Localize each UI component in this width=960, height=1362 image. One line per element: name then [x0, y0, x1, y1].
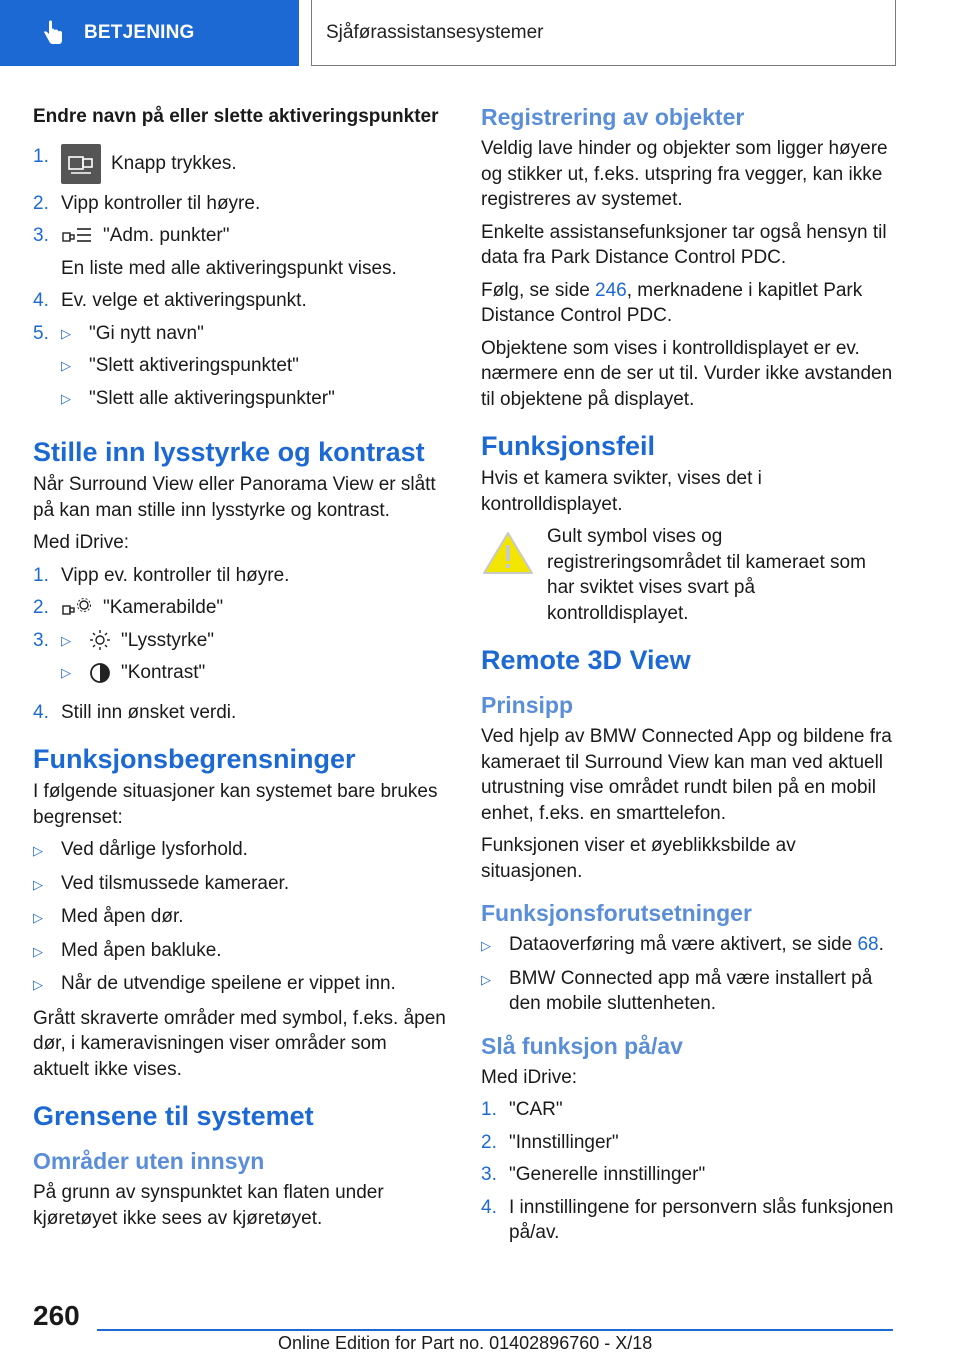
page-number: 260 [33, 1300, 80, 1331]
list-item: 3. ▷ "Lysstyrke" ▷ "Kontrast" [33, 628, 447, 693]
triangle-bullet-icon: ▷ [33, 910, 43, 925]
requirements-title: Funksjonsforutsetninger [481, 900, 752, 926]
toggle-title: Slå funksjon på/av [481, 1032, 683, 1059]
footer-divider [97, 1329, 893, 1331]
triangle-bullet-icon: ▷ [33, 977, 43, 992]
chapter-tab[interactable] [0, 0, 299, 66]
limits-list [33, 837, 447, 998]
list-item: 2. Vipp kontroller til høyre. [33, 192, 261, 214]
remote-title: Remote 3D View [481, 645, 691, 675]
triangle-bullet-icon: ▷ [481, 938, 491, 953]
limits-title: Funksjonsbegrensninger [33, 744, 356, 774]
list-item: 4. Still inn ønsket verdi. [33, 701, 237, 723]
list-item: 3. "Adm. punkter" En liste med alle aktiveringspunkt vises. [33, 225, 397, 279]
left-column: Endre navn på eller slette aktiveringspunkter 1. Knapp trykkes. 2. Vipp kontroller til høyre. 3. "Adm. punkter" En liste med alle aktiveringspunkt vises. 4. Ev. velge et aktiveringspunkt. 5. ▷ "Gi nytt navn" ▷ "Slett aktiveringspunktet" ▷ "Slett alle aktiveringspunkter" Stille inn lysstyrke og kontrast Når Surround View eller Panorama View er slått på kan man stille inn lysstyrke og kontrast. Med iDrive: 1. Vipp ev. kontroller til høyre. 2. "Kamerabilde" 3. ▷ "Lysstyrke" ▷ "Kontrast" 4. Still inn ønsket verdi. Funksjonsbegrensninger I følgende situasjoner kan systemet bare brukes begrenset: ▷ Ved dårlige lysforhold. ▷ Ved tilsmussede kameraer. ▷ Med åpen dør. ▷ Med åpen bakluke. ▷ Når de utvendige speilene er vippet inn. Grått skraverte områder med symbol, f.eks. åpen dør, i kameravisningen viser områder som aktuelt ikke vises. Grensene til systemet Områder uten innsyn På grunn av synspunktet kan flaten under kjøretøyet ikke sees av kjøretøyet. [33, 106, 446, 1229]
chapter-label: BETJENING [84, 22, 195, 43]
brightness-icon [89, 629, 111, 651]
list-item: ▷ Når de utvendige speilene er vippet inn. [33, 971, 447, 998]
principle-title: Prinsipp [481, 692, 574, 718]
list-item: ▷ Med åpen dør. [33, 904, 447, 931]
detect-title: Registrering av objekter [481, 104, 745, 130]
system-limits-title: Grensene til systemet [33, 1101, 314, 1131]
section-title: Sjåførassistansesystemer [311, 0, 896, 66]
list-item: 1. Vipp ev. kontroller til høyre. [33, 564, 290, 586]
list-item: ▷ BMW Connected app må være installert på den mobile sluttenheten. [481, 966, 896, 1017]
list-item: 4. Ev. velge et aktiveringspunkt. [33, 290, 307, 311]
list-item: 5. ▷ "Gi nytt navn" ▷ "Slett aktiveringspunktet" ▷ "Slett alle aktiveringspunkter" [33, 321, 447, 419]
triangle-bullet-icon: ▷ [61, 632, 71, 648]
camera-button-icon [61, 144, 101, 184]
triangle-bullet-icon: ▷ [33, 843, 43, 858]
list-item: 3. "Generelle innstillinger" [481, 1164, 706, 1185]
triangle-bullet-icon: ▷ [61, 325, 71, 341]
brightness-title: Stille inn lysstyrke og kontrast [33, 437, 425, 467]
parking-list-icon [61, 226, 93, 246]
requirements-list [481, 932, 896, 1017]
triangle-bullet-icon: ▷ [61, 358, 71, 373]
page-link-246[interactable]: 246 [595, 279, 627, 301]
page-link-68[interactable]: 68 [857, 934, 879, 955]
list-item: 4. I innstillingene for personvern slås funksjonen på/av. [481, 1196, 894, 1243]
brightness-steps [33, 563, 447, 726]
list-item: ▷ Ved dårlige lysforhold. [33, 837, 447, 864]
toggle-steps [481, 1097, 896, 1246]
triangle-bullet-icon: ▷ [33, 943, 43, 959]
list-item: 2. "Innstillinger" [481, 1131, 619, 1153]
camera-settings-icon [61, 597, 93, 619]
warning-note: Gult symbol vises og registreringsområdet til kameraet som har sviktet vises svart på kontrolldisplayet. [481, 524, 896, 626]
triangle-bullet-icon: ▷ [61, 665, 71, 680]
blind-areas-title: Områder uten innsyn [33, 1148, 265, 1174]
list-item: 2. "Kamerabilde" [33, 597, 224, 618]
right-column: Registrering av objekter Veldig lave hinder og objekter som ligger høyere og stikker ut, f.eks. utspring fra vegger, kan ikke registreres av systemet. Enkelte assistansefunksjoner tar også hensyn til data fra Park Distance Control PDC. Følg, se side 246, merknadene i kapitlet Park Distance Control PDC. Objektene som vises i kontrolldisplayet er ev. nærmere enn de ser ut til. Vurder ikke avstanden til objektene på displayet. Funksjonsfeil Hvis et kamera svikter, vises det i kontrolldisplayet. Gult symbol vises og registreringsområdet til kameraet som har sviktet vises svart på kontrolldisplayet. Remote 3D View Prinsipp Ved hjelp av BMW Connected App og bildene fra kameraet til Surround View kan man ved aktuell utrustning vise området rundt bilen på en mobil enhet, f.eks. en smarttelefon. Funksjonen viser et øyeblikksbilde av situasjonen. Funksjonsforutsetninger ▷ Dataoverføring må være aktivert, se side 68. ▷ BMW Connected app må være installert på den mobile sluttenheten. Slå funksjon på/av Med iDrive: 1. "CAR" 2. "Innstillinger" 3. "Generelle innstillinger" 4. I innstillingene for personvern slås funksjonen på/av. [481, 100, 896, 1254]
list-item: ▷ Med åpen bakluke. [33, 938, 447, 965]
hand-pointer-icon [40, 20, 66, 46]
rename-steps [33, 144, 447, 419]
triangle-bullet-icon: ▷ [481, 971, 491, 987]
list-item: 1. "CAR" [481, 1099, 563, 1120]
edition-text: Online Edition for Part no. 01402896760 - X/18 [278, 1333, 653, 1353]
contrast-icon [89, 662, 111, 684]
list-item: ▷ Ved tilsmussede kameraer. [33, 871, 447, 898]
triangle-bullet-icon: ▷ [33, 876, 43, 892]
list-item: 1. Knapp trykkes. [33, 144, 447, 184]
warning-triangle-icon [481, 530, 535, 576]
fault-title: Funksjonsfeil [481, 431, 656, 461]
page-header [0, 0, 960, 66]
list-item: ▷ Dataoverføring må være aktivert, se side 68. [481, 932, 896, 959]
rename-heading: Endre navn på eller slette aktiveringspunkter [33, 106, 439, 127]
triangle-bullet-icon: ▷ [61, 390, 71, 406]
